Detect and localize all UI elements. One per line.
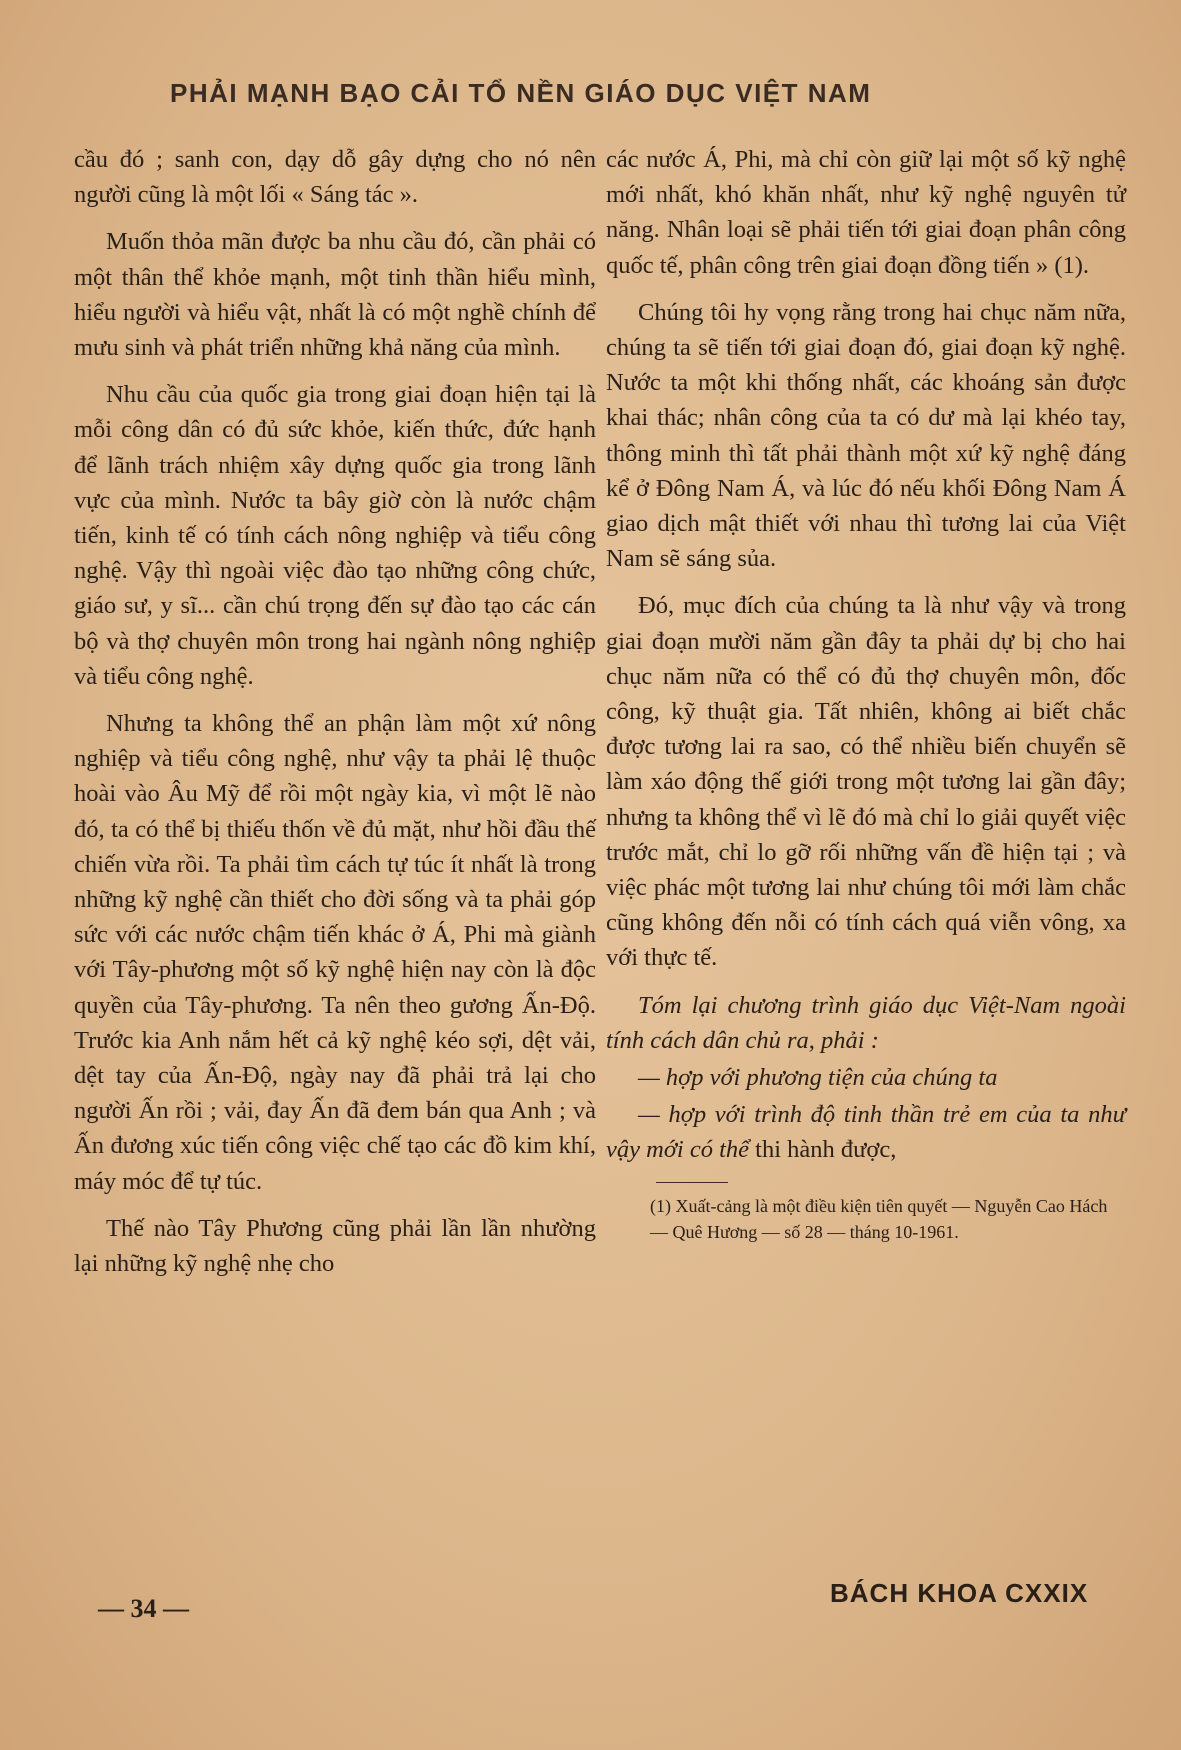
footnote: (1) Xuất-cảng là một điều kiện tiên quyết — Nguyễn Cao Hách — Quê Hương — số 28 — tháng 10-1961. <box>650 1195 1108 1242</box>
left-column <box>74 142 596 1281</box>
paragraph: Nhưng ta không thể an phận làm một xứ nông nghiệp và tiểu công nghệ, như vậy ta phải lệ thuộc hoài vào Âu Mỹ để rồi một ngày kia, vì một lẽ nào đó, ta có thể bị thiếu thốn về đủ mặt, như hồi đầu thế chiến vừa rồi. Ta phải tìm cách tự túc ít nhất là trong những kỹ nghệ cần thiết cho đời sống và ta phải góp sức với các nước chậm tiến khác ở Á, Phi mà giành với Tây-phương một số kỹ nghệ hiện nay còn là độc quyền của Tây-phương. Ta nên theo gương Ấn-Độ. Trước kia Anh nắm hết cả kỹ nghệ kéo sợi, dệt vải, dệt tay của Ấn-Độ, ngày nay đã phải trả lại cho người Ấn rồi ; vải, đay Ấn đã đem bán qua Anh ; và Ấn đương xúc tiến công việc chế tạo các đồ kim khí, máy móc để tự túc. <box>74 710 596 1195</box>
running-header: PHẢI MẠNH BẠO CẢI TỔ NỀN GIÁO DỤC VIỆT NAM <box>170 78 872 108</box>
paragraph: Nhu cầu của quốc gia trong giai đoạn hiện tại là mỗi công dân có đủ sức khỏe, kiến thức, đức hạnh để lãnh trách nhiệm xây dựng quốc gia trong lãnh vực của mình. Nước ta bây giờ còn là nước chậm tiến, kinh tế có tính cách nông nghiệp và tiểu công nghệ. Vậy thì ngoài việc đào tạo những công chức, giáo sư, y sĩ... cần chú trọng đến sự đào tạo các cán bộ và thợ chuyên môn trong hai ngành nông nghiệp và tiểu công nghệ. <box>74 381 596 690</box>
paragraph: Chúng tôi hy vọng rằng trong hai chục năm nữa, chúng ta sẽ tiến tới giai đoạn đó, giai đoạn kỹ nghệ. Nước ta một khi thống nhất, các khoáng sản được khai thác; nhân công của ta có dư mà lại khéo tay, thông minh thì tất phải thành một xứ kỹ nghệ đáng kể ở Đông Nam Á, và lúc đó nếu khối Đông Nam Á giao dịch mật thiết với nhau thì tương lai của Việt Nam sẽ sáng sủa. <box>606 298 1126 573</box>
page-number: — 34 — <box>98 1594 189 1623</box>
paragraph: các nước Á, Phi, mà chỉ còn giữ lại một số kỹ nghệ mới nhất, khó khăn nhất, như kỹ nghệ nguyên tử năng. Nhân loại sẽ phải tiến tới giai đoạn phân công quốc tế, phân công trên giai đoạn đồng tiến » (1). <box>606 146 1126 279</box>
summary-block <box>606 988 1126 1168</box>
magazine-name: BÁCH KHOA CXXIX <box>830 1578 1089 1608</box>
footnote-divider <box>656 1182 728 1183</box>
paragraph: Thế nào Tây Phương cũng phải lần lần nhường lại những kỹ nghệ nhẹ cho <box>74 1214 596 1278</box>
paragraph: Đó, mục đích của chúng ta là như vậy và trong giai đoạn mười năm gần đây ta phải dự bị cho hai chục năm nữa có thể có đủ thợ chuyên môn, đốc công, kỹ thuật gia. Tất nhiên, không ai biết chắc được tương lai ra sao, có thể nhiều biến chuyển sẽ làm xáo động thế giới trong một tương lai gần đây; nhưng ta không thể vì lẽ đó mà chỉ lo giải quyết việc trước mắt, chỉ lo gỡ rối những vấn đề hiện tại ; và việc phác một tương lai như chúng tôi mới làm chắc cũng không đến nỗi có tính cách quá viễn vông, xa với thực tế. <box>606 592 1126 972</box>
summary-item-text: thi hành được, <box>749 1136 897 1164</box>
summary-item-text: — hợp với phương tiện của chúng ta <box>638 1064 998 1092</box>
summary-item <box>606 1097 1126 1167</box>
paragraph: cầu đó ; sanh con, dạy dỗ gây dựng cho nó nên người cũng là một lối « Sáng tác ». <box>74 146 596 209</box>
paragraph: Muốn thỏa mãn được ba nhu cầu đó, cần phải có một thân thể khỏe mạnh, một tinh thần hiểu mình, hiểu người và hiểu vật, nhất là có một nghề chính để mưu sinh và phát triển những khả năng của mình. <box>74 228 596 362</box>
right-column <box>606 142 1126 1245</box>
summary-item-text: — hợp với trình độ tinh thần trẻ em của ta như vậy mới có thể <box>606 1101 1126 1164</box>
summary-item <box>606 1060 1126 1095</box>
summary-intro: Tóm lại chương trình giáo dục Việt-Nam ngoài tính cách dân chủ ra, phải : <box>606 991 1126 1054</box>
